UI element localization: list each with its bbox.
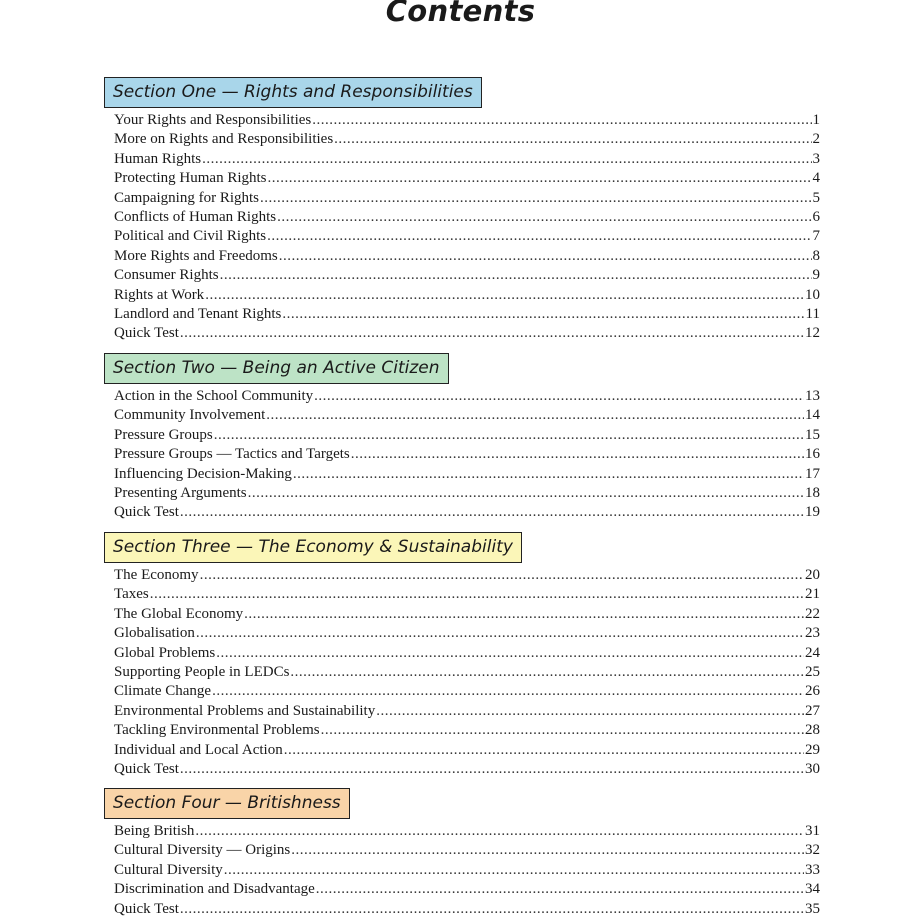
entry-title: More on Rights and Responsibilities [114, 131, 334, 148]
entry-title: The Global Economy [114, 605, 244, 622]
entry-title: More Rights and Freedoms [114, 247, 278, 264]
entry-page-number: 21 [805, 586, 820, 603]
toc-entry[interactable] [114, 324, 820, 343]
toc-entry[interactable] [114, 900, 820, 919]
section-header: Section Two — Being an Active Citizen [104, 353, 449, 384]
entry-page-number: 35 [805, 900, 820, 917]
entry-title: Protecting Human Rights [114, 170, 267, 187]
toc-entry[interactable] [114, 426, 820, 445]
dot-leader [291, 841, 804, 860]
entry-title: Quick Test [114, 900, 179, 917]
dot-leader [196, 624, 804, 643]
toc-entry[interactable] [114, 130, 820, 149]
entry-title: Cultural Diversity — Origins [114, 842, 291, 859]
section-header: Section Four — Britishness [104, 788, 350, 819]
entry-page-number: 15 [805, 426, 820, 443]
entry-page-number: 16 [805, 446, 820, 463]
entry-page-number: 18 [805, 484, 820, 501]
entry-page-number: 34 [805, 881, 820, 898]
toc-entry[interactable] [114, 682, 820, 701]
section-one [104, 77, 820, 344]
entry-title: Environmental Problems and Sustainability [114, 702, 376, 719]
dot-leader [334, 130, 811, 149]
entry-title: Discrimination and Disadvantage [114, 881, 315, 898]
toc-entry[interactable] [114, 624, 820, 643]
entry-title: Rights at Work [114, 286, 205, 303]
entry-title: Influencing Decision-Making [114, 465, 292, 482]
dot-leader [260, 189, 812, 208]
section-two [104, 353, 820, 523]
toc-list [104, 822, 820, 919]
toc-entry[interactable] [114, 644, 820, 663]
entry-title: Tackling Environmental Problems [114, 722, 320, 739]
entry-title: Quick Test [114, 325, 179, 342]
dot-leader [248, 484, 804, 503]
entry-title: Community Involvement [114, 407, 266, 424]
entry-page-number: 23 [805, 625, 820, 642]
dot-leader [351, 445, 804, 464]
entry-title: Being British [114, 823, 195, 839]
entry-page-number: 4 [812, 170, 820, 187]
entry-page-number: 19 [805, 504, 820, 521]
entry-title: Action in the School Community [114, 388, 314, 404]
dot-leader [195, 822, 804, 841]
dot-leader [180, 760, 804, 779]
toc-entry[interactable] [114, 503, 820, 522]
entry-page-number: 8 [812, 247, 820, 264]
toc-entry[interactable] [114, 189, 820, 208]
entry-page-number: 20 [805, 567, 820, 583]
dot-leader [205, 286, 804, 305]
dot-leader [266, 406, 804, 425]
entry-page-number: 14 [805, 407, 820, 424]
toc-entry[interactable] [114, 760, 820, 779]
entry-page-number: 30 [805, 760, 820, 777]
entry-title: Campaigning for Rights [114, 189, 259, 206]
entry-title: Political and Civil Rights [114, 228, 267, 245]
toc-entry[interactable] [114, 880, 820, 899]
toc-entry[interactable] [114, 741, 820, 760]
entry-title: Quick Test [114, 504, 179, 521]
section-header: Section One — Rights and Responsibilities [104, 77, 482, 108]
dot-leader [293, 465, 804, 484]
dot-leader [279, 247, 812, 266]
dot-leader [314, 387, 804, 406]
entry-page-number: 22 [805, 605, 820, 622]
entry-page-number: 3 [812, 150, 820, 167]
dot-leader [180, 503, 804, 522]
entry-title: Your Rights and Responsibilities [114, 112, 312, 128]
entry-page-number: 9 [812, 267, 820, 284]
entry-title: Conflicts of Human Rights [114, 208, 277, 225]
toc-entry[interactable] [114, 169, 820, 188]
dot-leader [216, 644, 804, 663]
entry-page-number: 29 [805, 741, 820, 758]
entry-page-number: 32 [805, 842, 820, 859]
entry-title: The Economy [114, 567, 199, 583]
entry-title: Consumer Rights [114, 267, 219, 284]
toc-entry[interactable] [114, 861, 820, 880]
entry-page-number: 13 [805, 388, 820, 404]
dot-leader [316, 880, 804, 899]
entry-title: Cultural Diversity [114, 861, 223, 878]
dot-leader [267, 227, 811, 246]
toc-entry[interactable] [114, 227, 820, 246]
toc-entry[interactable] [114, 445, 820, 464]
toc-entry[interactable] [114, 247, 820, 266]
entry-title: Quick Test [114, 760, 179, 777]
section-four [104, 788, 820, 919]
toc-entry[interactable] [114, 406, 820, 425]
entry-title: Climate Change [114, 683, 212, 700]
page-title: Contents [385, 0, 536, 28]
dot-leader [200, 566, 804, 585]
entry-page-number: 33 [805, 861, 820, 878]
toc-entry[interactable] [114, 286, 820, 305]
entry-title: Taxes [114, 586, 149, 603]
dot-leader [220, 266, 812, 285]
toc-entry[interactable] [114, 721, 820, 740]
entry-page-number: 27 [805, 702, 820, 719]
dot-leader [214, 426, 804, 445]
dot-leader [321, 721, 804, 740]
toc-entry[interactable] [114, 387, 820, 406]
entry-title: Global Problems [114, 644, 216, 661]
toc-list [104, 111, 820, 344]
entry-page-number: 24 [805, 644, 820, 661]
entry-title: Presenting Arguments [114, 484, 247, 501]
entry-page-number: 28 [805, 722, 820, 739]
section-header: Section Three — The Economy & Sustainability [104, 532, 522, 563]
dot-leader [284, 741, 804, 760]
toc-list [104, 566, 820, 779]
entry-page-number: 11 [805, 305, 820, 322]
toc-entry[interactable] [114, 111, 820, 130]
entry-title: Pressure Groups [114, 426, 213, 443]
toc-entry[interactable] [114, 605, 820, 624]
entry-page-number: 7 [812, 228, 820, 245]
toc-entry[interactable] [114, 702, 820, 721]
dot-leader [282, 305, 804, 324]
toc-entry[interactable] [114, 484, 820, 503]
dot-leader [268, 169, 812, 188]
toc-entry[interactable] [114, 822, 820, 841]
entry-title: Supporting People in LEDCs [114, 663, 290, 680]
dot-leader [180, 900, 804, 919]
entry-page-number: 25 [805, 663, 820, 680]
section-three [104, 532, 820, 779]
dot-leader [224, 861, 804, 880]
toc-entry[interactable] [114, 585, 820, 604]
dot-leader [277, 208, 811, 227]
dot-leader [244, 605, 804, 624]
entry-page-number: 6 [812, 208, 820, 225]
entry-title: Human Rights [114, 150, 202, 167]
toc-entry[interactable] [114, 663, 820, 682]
dot-leader [376, 702, 804, 721]
toc-entry[interactable] [114, 150, 820, 169]
toc-entry[interactable] [114, 841, 820, 860]
entry-page-number: 5 [812, 189, 820, 206]
dot-leader [180, 324, 804, 343]
entry-title: Individual and Local Action [114, 741, 283, 758]
entry-page-number: 26 [805, 683, 820, 700]
entry-title: Globalisation [114, 625, 195, 642]
dot-leader [202, 150, 811, 169]
entry-page-number: 2 [812, 131, 820, 148]
entry-title: Pressure Groups — Tactics and Targets [114, 446, 350, 463]
toc-list [104, 387, 820, 523]
entry-page-number: 10 [805, 286, 820, 303]
entry-page-number: 17 [805, 465, 820, 482]
entry-page-number: 31 [805, 823, 820, 839]
entry-title: Landlord and Tenant Rights [114, 305, 282, 322]
toc-entry[interactable] [114, 208, 820, 227]
toc-entry[interactable] [114, 305, 820, 324]
dot-leader [290, 663, 804, 682]
toc-entry[interactable] [114, 566, 820, 585]
dot-leader [312, 111, 811, 130]
entry-page-number: 12 [805, 325, 820, 342]
entry-page-number: 1 [812, 112, 820, 128]
toc-entry[interactable] [114, 465, 820, 484]
dot-leader [212, 682, 804, 701]
dot-leader [150, 585, 804, 604]
toc-entry[interactable] [114, 266, 820, 285]
